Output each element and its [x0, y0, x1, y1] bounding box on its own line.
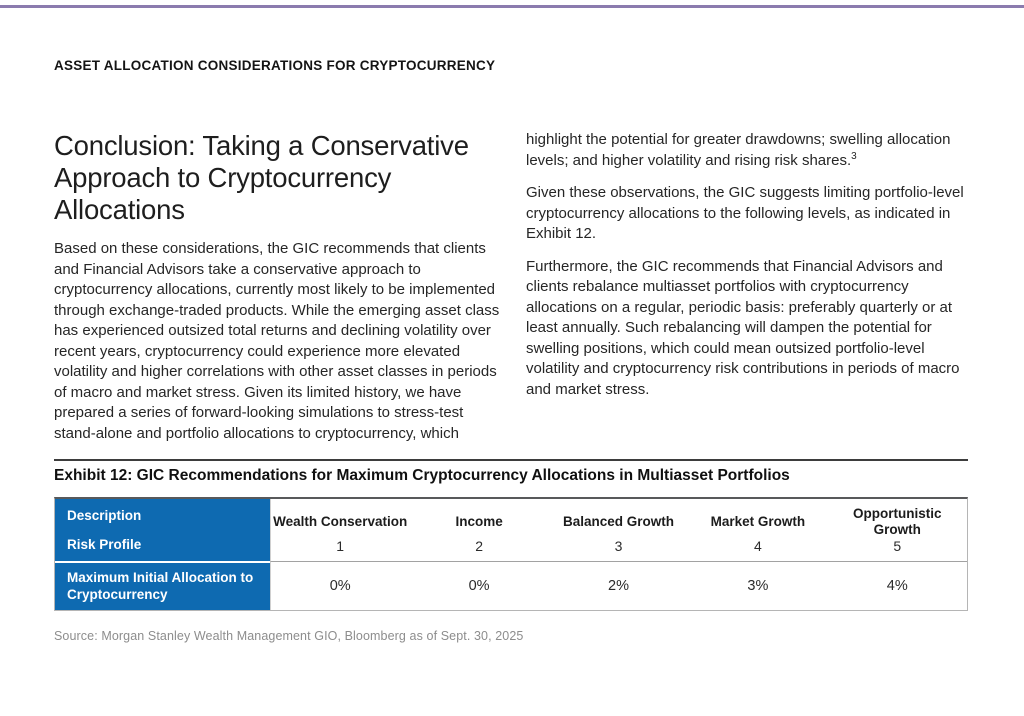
column-name: Wealth Conservation [273, 514, 408, 529]
left-column [54, 130, 509, 444]
risk-profile-number: 4 [753, 538, 762, 554]
row-label-description: Description [67, 508, 142, 523]
risk-profile-number: 3 [614, 538, 623, 554]
risk-profile-number: 1 [336, 538, 345, 554]
column-header-wealth-conservation [270, 499, 409, 561]
column-header-balanced-growth [549, 499, 688, 561]
column-name: Income [455, 514, 503, 529]
article-title: Conclusion: Taking a Conservative Approach to Cryptocurrency Allocations [54, 130, 469, 225]
column-header-income [409, 499, 548, 561]
row-label-risk-profile: Risk Profile [67, 537, 142, 552]
page-content [0, 58, 1024, 643]
footnote-marker: 3 [851, 150, 857, 162]
body-paragraph-right-3: Furthermore, the GIC recommends that Financial Advisors and clients rebalance multiasset portfolios with cryptocurrency allocations on a regular, periodic basis: preferably quarterly or at least annually. Such rebalancing will dampen the potential for swelling positions, which could mean outsized portfolio-level volatility and cryptocurrency risk contributions in periods of macro and market stress. [526, 257, 960, 398]
column-name: Balanced Growth [562, 514, 674, 529]
paragraph-text: highlight the potential for greater drawdowns; swelling allocation levels; and higher volatility and rising risk shares. [526, 131, 951, 169]
allocation-value-wealth-conservation: 0% [270, 561, 409, 610]
exhibit-divider [54, 459, 968, 461]
table-row-labels-header [55, 499, 270, 561]
allocation-table-grid [55, 499, 967, 610]
risk-profile-number: 2 [475, 538, 483, 554]
body-paragraph-left-1: Based on these considerations, the GIC recommends that clients and Financial Advisors take a conservative approach to cryptocurrency allocations, currently most likely to be implemented through exchange-traded products. While the emerging asset class has experienced outsized total returns and declining volatility over recent years, cryptocurrency could experience more elevated volatility and higher correlations with other asset classes in periods of macro and market stress. Given its limited history, we have prepared a series of forward-looking simulations to stress-test stand-alone and portfolio allocations to cryptocurrency, which [54, 240, 500, 442]
column-name: Market Growth [710, 514, 806, 529]
exhibit-title: Exhibit 12: GIC Recommendations for Maximum Cryptocurrency Allocations in Multiasset Portfolios [54, 467, 790, 484]
column-header-market-growth [688, 499, 827, 561]
page-top-accent-bar [0, 5, 1024, 8]
row-label-max-allocation: Maximum Initial Allocation to Cryptocurrency [55, 561, 270, 610]
column-header-opportunistic-growth [828, 499, 967, 561]
body-paragraph-right-1 [526, 130, 973, 171]
source-note: Source: Morgan Stanley Wealth Management GIO, Bloomberg as of Sept. 30, 2025 [54, 629, 524, 643]
allocation-table [54, 497, 968, 611]
document-kicker: ASSET ALLOCATION CONSIDERATIONS FOR CRYPTOCURRENCY [54, 58, 496, 73]
allocation-value-market-growth: 3% [688, 561, 827, 610]
risk-profile-number: 5 [893, 538, 902, 554]
allocation-value-balanced-growth: 2% [549, 561, 688, 610]
allocation-value-opportunistic-growth: 4% [828, 561, 967, 610]
two-column-body [54, 130, 968, 444]
right-column [526, 130, 973, 444]
allocation-value-income: 0% [409, 561, 548, 610]
column-name: Opportunistic Growth [853, 506, 942, 537]
body-paragraph-right-2: Given these observations, the GIC suggests limiting portfolio-level cryptocurrency allocations to the following levels, as indicated in Exhibit 12. [526, 184, 964, 242]
